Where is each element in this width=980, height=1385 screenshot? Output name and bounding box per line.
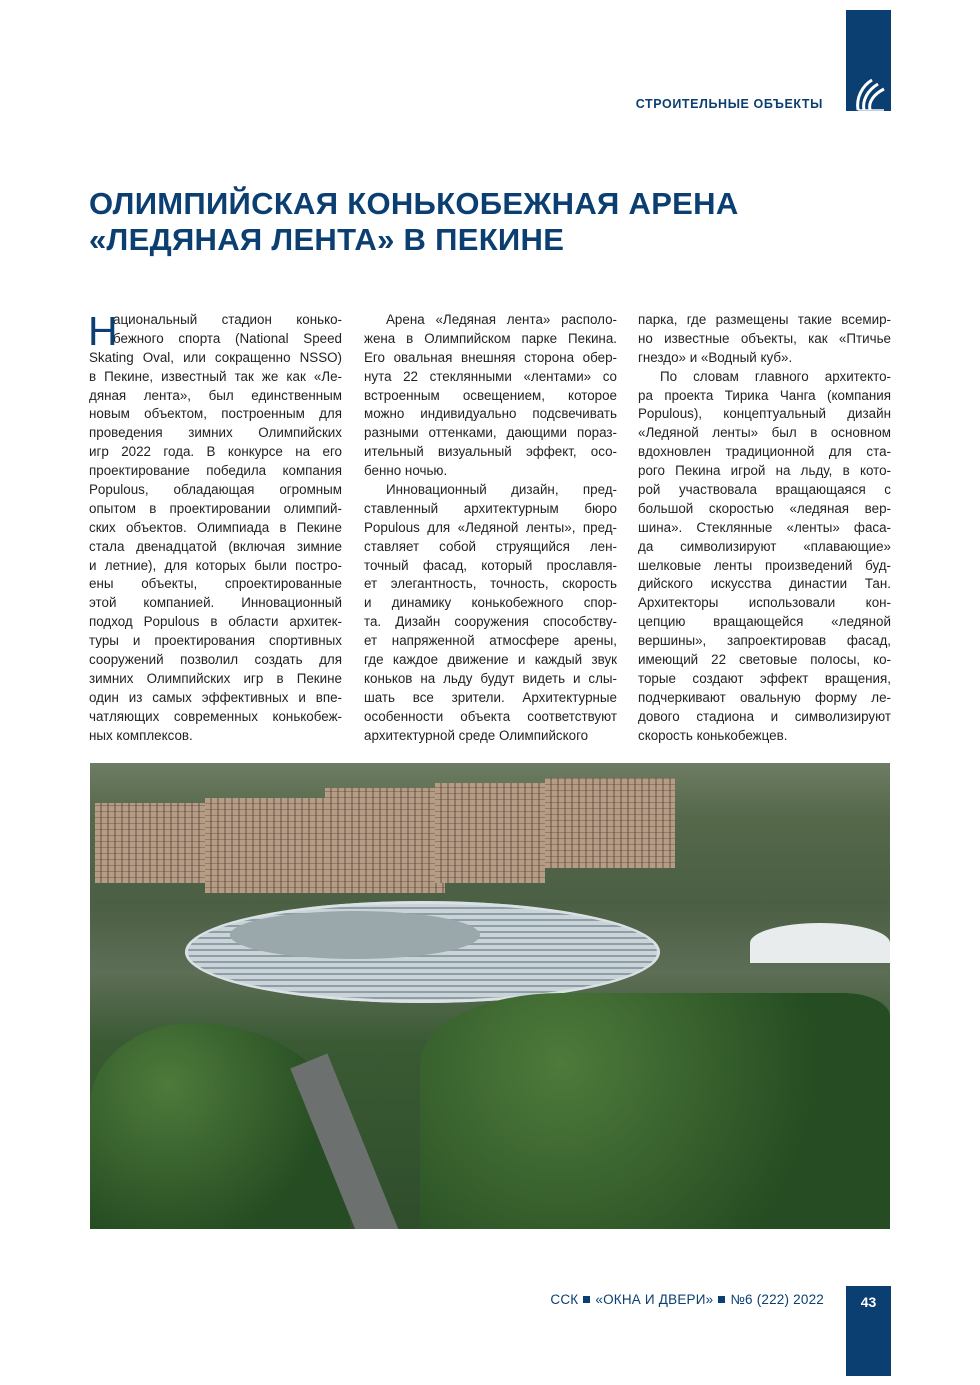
text-line: Populous), концептуальный дизайн [638,406,891,422]
text-line: архитектурной среде Олимпийского [364,727,589,743]
text-line: вершины», запроектировав фасад, [638,633,891,649]
article-title [89,186,739,258]
page-number: 43 [860,1294,877,1310]
separator-square [718,1296,725,1303]
text-line: особенности объекта соответствуют [364,708,617,724]
page-number-tab [846,1286,891,1376]
text-line: нута 22 стеклянными «лентами» со [364,368,617,384]
text-line: Инновационный дизайн, пред- [386,482,617,498]
text-column-2 [364,311,617,745]
text-line: но известные объекты, как «Птичье [638,330,891,346]
text-line: новым объектом, построенным для [89,406,342,422]
text-line: коньков на льду будут видеть и слы- [364,670,617,686]
text-line: ра проекта Тирика Чанга (компания [638,387,891,403]
text-line: Skating Oval, или сокращенно NSSO) [89,349,342,365]
text-line: и летние), для которых были постро- [89,557,342,573]
text-line: Архитекторы использовали кон- [638,595,891,611]
text-line: Populous, обладающая огромным [89,482,342,498]
footer-publisher: ССК [550,1292,579,1307]
text-line: та. Дизайн сооружения способству- [364,614,617,630]
text-line: рой участвовала вращающаяся с [638,482,891,498]
text-line: этой компанией. Инновационный [89,595,342,611]
text-column-3 [638,311,891,745]
text-line: ских объектов. Олимпиада в Пекине [89,519,342,535]
text-line: подход Populous в области архитек- [89,614,342,630]
text-line: «Ледяной ленты» был в основном [638,425,891,441]
separator-square [583,1296,590,1303]
text-line: ительный визуальный эффект, осо- [364,444,617,460]
text-line: подчеркивают овальную форму ле- [638,689,891,705]
title-line-1: ОЛИМПИЙСКАЯ КОНЬКОБЕЖНАЯ АРЕНА [89,186,739,221]
text-line: ет элегантность, точность, скорость [364,576,617,592]
text-line: туры и проектирования спортивных [89,633,342,649]
text-line: ных комплексов. [89,727,193,743]
text-line: где каждое движение и каждый звук [364,652,617,668]
text-line: Арена «Ледяная лента» располо- [386,312,617,327]
text-line: игр 2022 года. В конкурсе на его [89,444,342,460]
text-line: опытом в проектировании олимпий- [89,500,342,516]
drop-cap: Н [88,308,118,354]
arena-aerial-photo [90,763,890,1229]
text-line: Его овальная внешняя сторона обер- [364,349,617,365]
text-line: цепцию вращающейся «ледяной [638,614,891,630]
text-line: встроенным освещением, которое [364,387,617,403]
text-line: шина». Стеклянные «ленты» фаса- [638,519,891,535]
text-line: рого Пекина игрой на льду, в кото- [638,463,891,479]
text-line: ены объекты, спроектированные [89,576,342,592]
title-line-2: «ЛЕДЯНАЯ ЛЕНТА» В ПЕКИНЕ [89,222,565,257]
text-line: разными оттенками, дающими пораз- [364,425,617,441]
section-label: СТРОИТЕЛЬНЫЕ ОБЪЕКТЫ [635,97,823,111]
text-line: точный фасад, который прославля- [364,557,617,573]
text-line: ставленный архитектурным бюро [364,500,617,516]
text-line: чатляющих современных конькобеж- [89,708,342,724]
text-line: скорость конькобежцев. [638,727,788,743]
text-line: шать все зрители. Архитектурные [364,689,617,705]
text-line: вдохновлен традиционной для ста- [638,444,891,460]
text-line: бенно ночью. [364,463,448,479]
text-line: парка, где размещены такие всемир- [638,312,891,327]
text-line: По словам главного архитекто- [660,368,891,384]
text-line: шелковые ленты произведений буд- [638,557,891,573]
text-line: гнездо» и «Водный куб». [638,349,793,365]
text-line: проведения зимних Олимпийских [89,425,342,441]
text-line: зимних Олимпийских игр в Пекине [89,670,342,686]
text-line: торые создают эффект вращения, [638,670,891,686]
text-line: ациональный стадион конько- [113,312,342,327]
text-line: ставляет собой струящийся лен- [364,538,617,554]
text-line: Populous для «Ледяной ленты», пред- [364,519,617,535]
text-line: ет напряженной атмосфере арены, [364,633,617,649]
section-tab [846,10,891,111]
text-line: большой скоростью «ледяная вер- [638,500,891,516]
footer-issue: №6 (222) 2022 [730,1292,824,1307]
text-line: в Пекине, известный так же как «Ле- [89,368,342,384]
text-line: бежного спорта (National Speed [113,330,342,346]
text-line: и динамику конькобежного спор- [364,595,617,611]
text-line: жена в Олимпийском парке Пекина. [364,330,617,346]
text-line: дового стадиона и символизируют [638,708,891,724]
text-line: стала двенадцатой (включая зимние [89,538,342,554]
text-column-1 [88,308,342,745]
footer-publication [550,1292,824,1307]
text-line: дийского искусства династии Тан. [638,576,891,592]
magazine-logo-icon [852,72,886,112]
text-line: имеющий 22 световые полосы, ко- [638,652,891,668]
text-line: проектирование победила компания [89,463,342,479]
footer-magazine-name: «ОКНА И ДВЕРИ» [595,1292,714,1307]
text-line: можно индивидуально подсвечивать [364,406,617,422]
text-line: один из самых эффективных и впе- [89,689,342,705]
text-line: да символизируют «плавающие» [638,538,891,554]
text-line: сооружений позволил создать для [89,652,342,668]
text-line: дяная лента», был единственным [89,387,342,403]
